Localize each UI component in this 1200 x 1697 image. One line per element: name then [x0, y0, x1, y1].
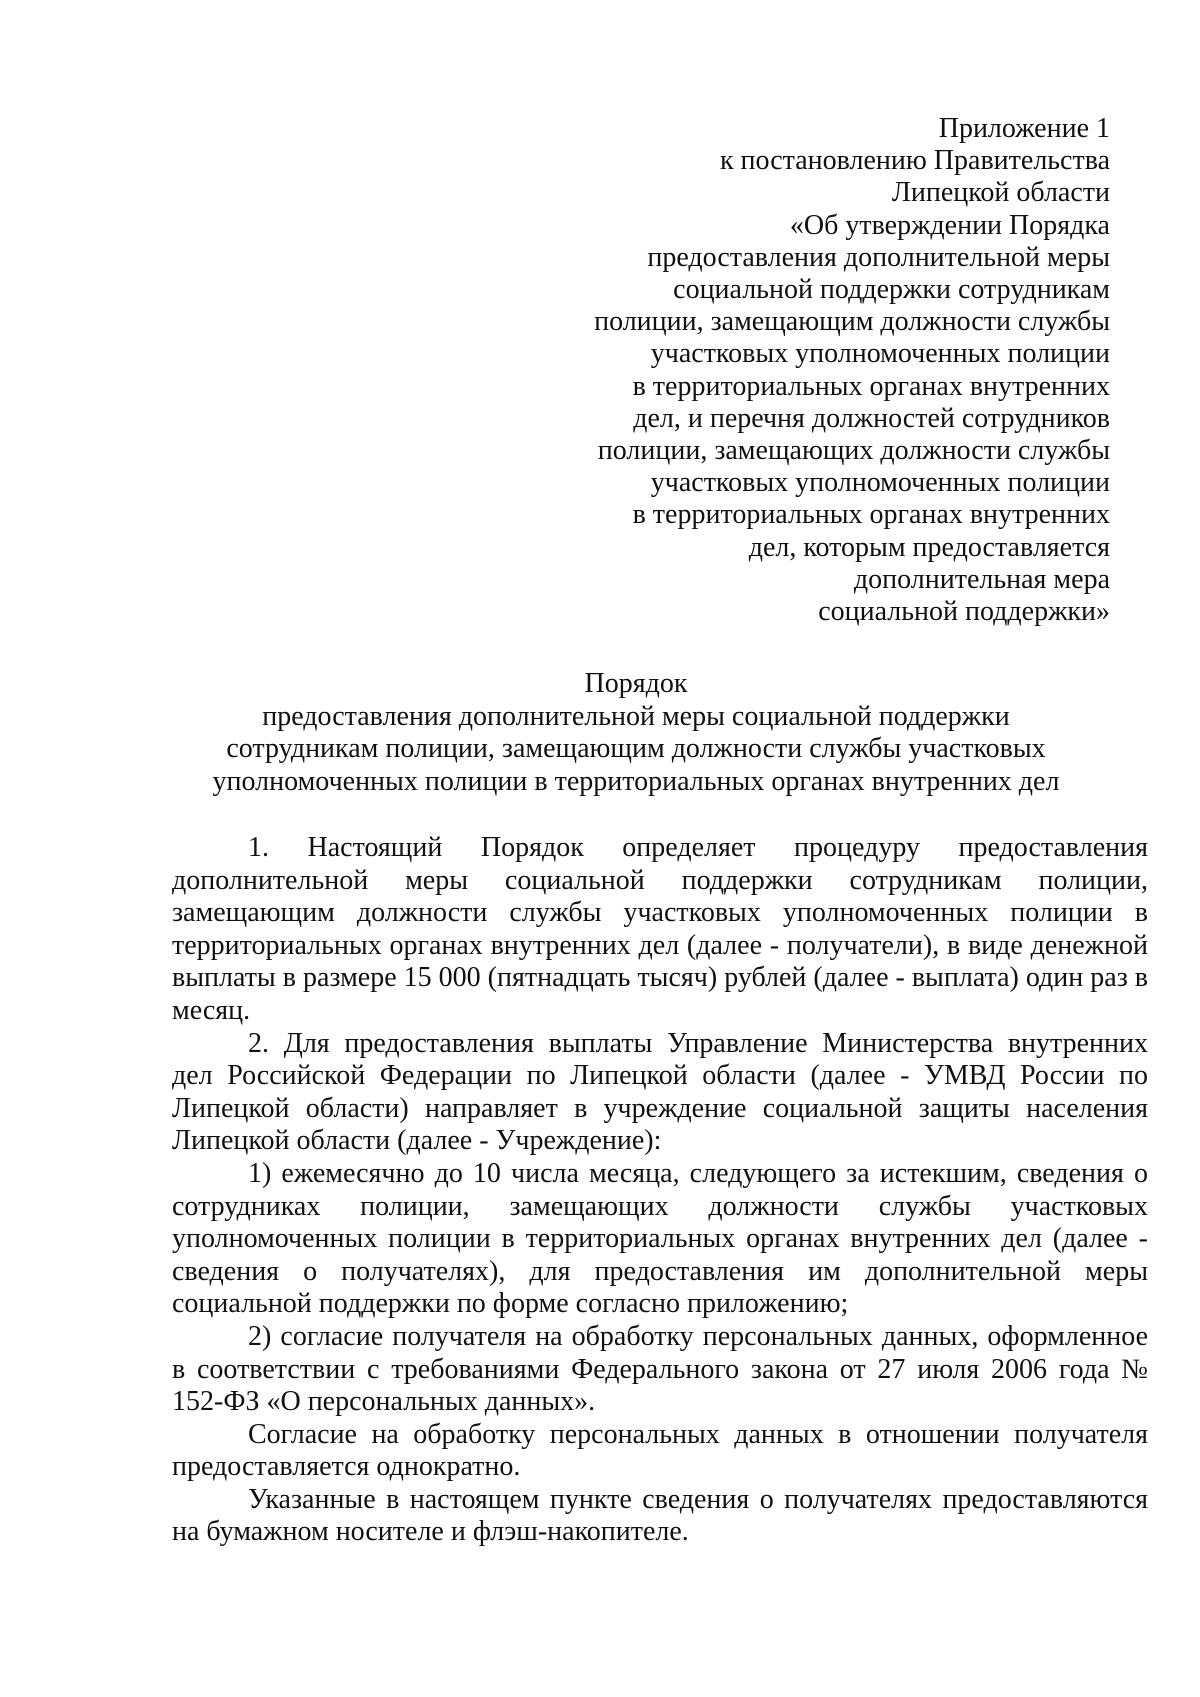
appendix-line: участковых уполномоченных полиции	[650, 467, 1110, 499]
appendix-block	[490, 113, 1110, 628]
body-paragraph: 2. Для предоставления выплаты Управление Министерства внутренних дел Российской Федерации по Липецкой области (далее - УМВД России по Липецкой области) направляет в учреждение социальной защиты населения Липецкой области (далее - Учреждение):	[172, 1027, 1148, 1157]
appendix-line: дополнительная мера	[853, 563, 1110, 595]
document-heading	[170, 668, 1102, 798]
appendix-line: Липецкой области	[891, 177, 1110, 209]
document-subtitle-line: сотрудникам полиции, замещающим должности службы участковых	[226, 733, 1046, 764]
document-subtitle-line: предоставления дополнительной меры социальной поддержки	[262, 700, 1010, 732]
appendix-line: к постановлению Правительства	[719, 145, 1110, 177]
appendix-line: социальной поддержки»	[818, 596, 1110, 628]
body-paragraph: 1) ежемесячно до 10 числа месяца, следующего за истекшим, сведения о сотрудниках полиции, замещающих должности службы участковых уполномоченных полиции в территориальных органах внутренних дел (далее - сведения о получателях), для предоставления им дополнительной меры социальной поддержки по форме согласно приложению;	[172, 1157, 1148, 1320]
body-paragraph: 1. Настоящий Порядок определяет процедуру предоставления дополнительной меры социальной поддержки сотрудникам полиции, замещающим должности службы участковых уполномоченных полиции в территориальных органах внутренних дел (далее - получатели), в виде денежной выплаты в размере 15 000 (пятнадцать тысяч) рублей (далее - выплата) один раз в месяц.	[172, 832, 1148, 1026]
appendix-line: дел, и перечня должностей сотрудников	[633, 402, 1110, 434]
document-body	[172, 832, 1148, 1549]
document-title: Порядок	[584, 668, 688, 699]
body-paragraph: Согласие на обработку персональных данных в отношении получателя предоставляется однократно.	[172, 1418, 1148, 1483]
appendix-line: социальной поддержки сотрудникам	[673, 274, 1110, 306]
document-subtitle-line: уполномоченных полиции в территориальных органах внутренних дел	[212, 765, 1060, 797]
appendix-line: дел, которым предоставляется	[748, 531, 1110, 563]
appendix-line: полиции, замещающих должности службы	[597, 435, 1110, 467]
appendix-line: участковых уполномоченных полиции	[650, 338, 1110, 370]
appendix-line: в территориальных органах внутренних	[632, 499, 1110, 531]
appendix-line: полиции, замещающим должности службы	[594, 306, 1110, 338]
appendix-line: Приложение 1	[938, 113, 1110, 144]
appendix-line: предоставления дополнительной меры	[647, 241, 1110, 273]
body-paragraph: 2) согласие получателя на обработку персональных данных, оформленное в соответствии с требованиями Федерального закона от 27 июля 2006 года № 152-ФЗ «О персональных данных».	[172, 1320, 1148, 1418]
appendix-line: в территориальных органах внутренних	[632, 370, 1110, 402]
body-paragraph: Указанные в настоящем пункте сведения о получателях предоставляются на бумажном носителе и флэш-накопителе.	[172, 1483, 1148, 1548]
appendix-line: «Об утверждении Порядка	[789, 209, 1110, 241]
